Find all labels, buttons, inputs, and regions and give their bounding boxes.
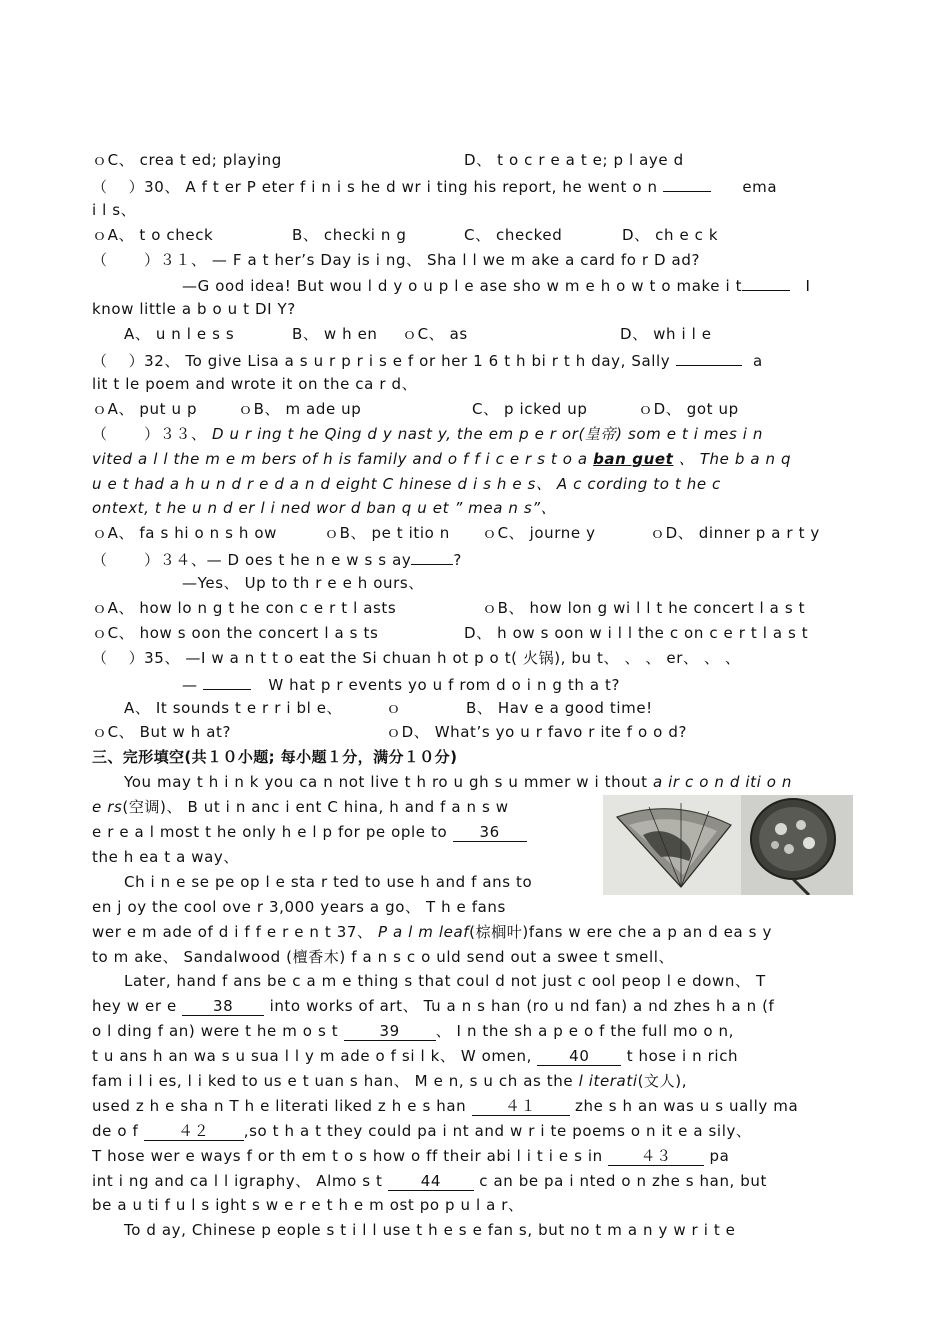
q30-stem: （ ）30、 A f t er P eter f i n i s he d wr i ting his report, he went o n ema <box>92 173 864 198</box>
q29-options-cd <box>92 148 864 173</box>
passage-line-16: T hose wer e ways f or th em t o s how o ff their abi l i t i e s in ４３ pa <box>92 1146 730 1165</box>
q31-reply: —G ood idea! But wou l d y o u p l e ase sho w m e h o w t o make i t I <box>92 272 864 297</box>
q34-options-cd: ｏC、 how s oon the concert l a s ts D、 h ow s oon w i l l the c on c e r t l a s t <box>92 623 809 642</box>
q32-stem: （ ）32、 To give Lisa a s u r p r i s e f or her 1 6 t h bi r t h day, Sally a <box>92 347 864 372</box>
passage-line-11: o l ding f an) were t he m o s t 39 、 I n the sh a p e o f the full mo o n, <box>92 1022 734 1041</box>
option-d: D、 t o c r e a t e; p l aye d <box>464 151 684 169</box>
blank <box>663 173 711 192</box>
q35-stem: （ ）35、 —I w a n t t o eat the Si chuan h ot p o t( 火锅), bu t、 、 、 er、 、 、 <box>92 648 741 667</box>
underlined-word: ban guet <box>593 449 674 468</box>
q31-stem: （ ）３１、 — F a t her’s Day is i ng、 Sha l l we m ake a card fo r D ad? <box>92 250 701 269</box>
document-page <box>92 148 864 1243</box>
q34-stem: （ ）３４、— D oes t he n e w s s ay ? <box>92 546 864 571</box>
blank <box>203 671 251 690</box>
q31-options: A、 u n l e s s B、 w h en ｏC、 as D、 wh i l e <box>124 325 712 344</box>
passage-line-18: be a u ti f u l s ight s w e r e t h e m ost po p u l a r、 <box>92 1196 524 1215</box>
q32-stem-cont: lit t le poem and wrote it on the ca r d、 <box>92 375 418 394</box>
section-heading: 三、完形填空(共１０小题; 每小题１分，满分１０分) <box>92 748 458 767</box>
blank <box>742 272 790 291</box>
passage-line-6: en j oy the cool ove r 3,000 years a go、 T h e fans <box>92 897 506 916</box>
passage-line-12: t u ans h an wa s u sua l l y m ade o f si l k、 W omen, 40 t hose i n rich <box>92 1047 739 1066</box>
q31-reply-cont: know little a b o u t DI Y? <box>92 300 296 319</box>
option-c: ｏC、 crea t ed; playing <box>92 151 282 169</box>
q34-reply: —Yes、 Up to th r e e h ours、 <box>182 574 424 593</box>
passage-line-17: int i ng and ca l l igraphy、 Almo s t 44 c an be pa i nted o n zhe s han, but <box>92 1171 768 1190</box>
passage-line-4: the h ea t a way、 <box>92 847 239 866</box>
passage-line-15: de o f ４２ ,so t h a t they could pa i nt and w r i te poems o n it e a sily、 <box>92 1121 752 1140</box>
passage-line-7: wer e m ade of d i f f e r e n t 37、 P a l m leaf(棕榈叶)fans w ere che a p an d ea s y <box>92 922 772 941</box>
passage-line-10: hey w er e 38 into works of art、 Tu a n s han (ro u nd fan) a nd zhes h a n (f <box>92 997 775 1016</box>
blank-39: 39 <box>344 1022 436 1041</box>
blank-43: ４３ <box>608 1147 704 1166</box>
passage-line-2: e rs(空调)、 B ut i n anc i ent C hina, h and f a n s w <box>92 798 509 817</box>
blank-36: 36 <box>453 823 527 842</box>
q35-reply: — W hat p r events yo u f rom d o i n g th a t? <box>92 671 864 696</box>
blank <box>411 546 453 565</box>
q35-options-cd: ｏC、 But w h at? ｏD、 What’s yo u r favo r ite f o o d? <box>92 723 688 742</box>
q34-options-ab: ｏA、 how lo n g t he con c e r t l asts ｏB、 how lon g wi l l t he concert l a s t <box>92 599 806 618</box>
blank-44: 44 <box>388 1172 474 1191</box>
q33-stem: （ ）３３、 D u r ing t he Qing d y nast y, the em p e r or(皇帝) som e t i mes i n <box>92 424 763 443</box>
passage-line-9: Later, hand f ans be c a m e thing s that coul d not just c ool peop l e down、 T <box>124 972 766 991</box>
q33-options: ｏA、 fa s hi o n s h ow ｏB、 pe t itio n ｏC、 journe y ｏD、 dinner p a r t y <box>92 524 820 543</box>
q30-stem-cont: i l s、 <box>92 200 137 219</box>
passage-line-5: Ch i n e se pe op l e sta r ted to use h and f ans to <box>124 872 533 891</box>
q33-stem-cont: vited a l l the m e m bers of h is family and o f f i c e r s t o a ban guet 、 The b a n q <box>92 449 792 468</box>
q30-options: ｏA、 t o check B、 checki n g C、 checked D、 ch e c k <box>92 225 719 244</box>
q33-stem-cont3: ontext, t he u n d er l i ned wor d ban q u et ” mea n s”、 <box>92 499 557 518</box>
q32-options: ｏA、 put u p ｏB、 m ade up C、 p icked up ｏD、 got up <box>92 399 739 418</box>
blank-42: ４２ <box>144 1122 244 1141</box>
blank <box>676 347 742 366</box>
passage-line-13: fam i l i es, l i ked to us e t uan s han、 M e n, s u ch as the l iterati(文人), <box>92 1071 688 1090</box>
blank-40: 40 <box>537 1047 621 1066</box>
passage-line-14: used z h e sha n T h e literati liked z h e s han ４１ zhe s h an was u s ually ma <box>92 1096 799 1115</box>
passage-line-1: You may t h i n k you ca n not live t h ro u gh s u mmer w i thout a ir c o n d iti o n <box>124 773 792 792</box>
passage-line-3: e r e a l most t he only h e l p for pe ople to 36 <box>92 820 597 845</box>
blank-38: 38 <box>182 997 264 1016</box>
q33-stem-cont2: u e t had a h u n d r e d a n d eight C hinese d i s h e s、 A c cording to t he c <box>92 474 721 493</box>
blank-41: ４１ <box>472 1097 570 1116</box>
q35-options-ab: A、 It sounds t e r r i bl e、 ｏ B、 Hav e a good time! <box>124 698 653 717</box>
fans-photo <box>603 795 853 895</box>
passage-line-8: to m ake、 Sandalwood (檀香木) f a n s c o uld send out a swee t smell、 <box>92 947 675 966</box>
passage-line-19: To d ay, Chinese p eople s t i l l use t h e s e fan s, but no t m a n y w r i t e <box>124 1221 736 1240</box>
